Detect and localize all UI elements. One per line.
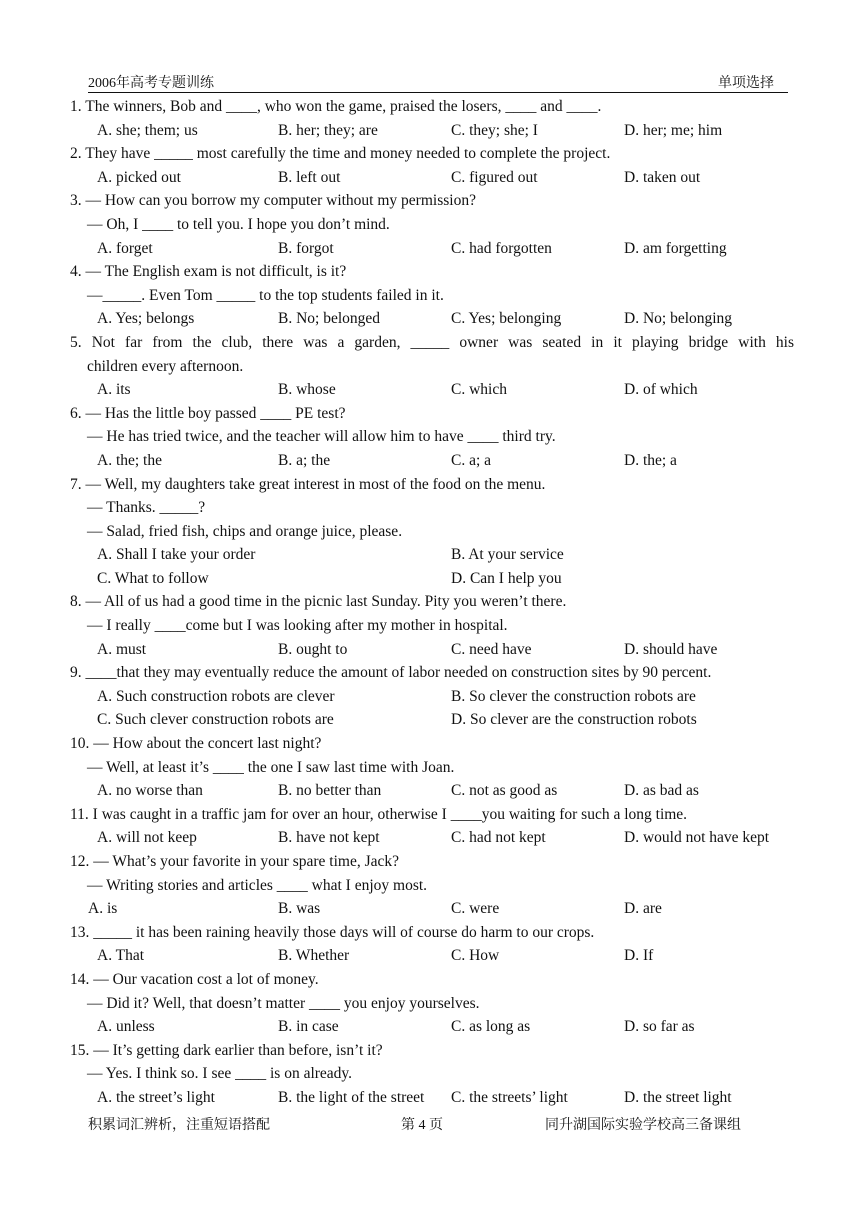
page-footer <box>88 1114 768 1136</box>
option-d: D. of which <box>624 381 698 399</box>
header-section: 单项选择 <box>718 76 774 91</box>
option-c: C. the streets’ light <box>451 1088 568 1106</box>
question-13-stem: 13. _____ it has been raining heavily those days will of course do harm to our crops. <box>70 923 595 941</box>
question-6-line-2: — He has tried twice, and the teacher will allow him to have ____ third try. <box>87 428 556 446</box>
option-d: D. should have <box>624 640 718 658</box>
option-b: B. in case <box>278 1018 339 1036</box>
option-b: B. no better than <box>278 782 382 800</box>
option-a: A. the; the <box>97 451 162 469</box>
option-d: D. her; me; him <box>624 121 723 139</box>
option-b: B. So clever the construction robots are <box>451 687 696 705</box>
option-b: B. ought to <box>278 640 348 658</box>
option-d: D. If <box>624 947 654 965</box>
question-9-options-row-2 <box>70 708 794 732</box>
question-6-options <box>70 449 794 473</box>
option-a: A. the street’s light <box>97 1088 215 1106</box>
option-d: D. So clever are the construction robots <box>451 711 697 729</box>
option-c: C. they; she; I <box>451 121 538 139</box>
option-d: D. so far as <box>624 1018 695 1036</box>
option-b: B. her; they; are <box>278 121 378 139</box>
question-2-stem: 2. They have _____ most carefully the time and money needed to complete the project. <box>70 145 611 163</box>
question-1-stem: 1. The winners, Bob and ____, who won the game, praised the losers, ____ and ____. <box>70 98 602 115</box>
question-5-line-2: children every afternoon. <box>87 357 244 375</box>
question-7-line-2: — Thanks. _____? <box>87 499 206 517</box>
option-b: B. the light of the street <box>278 1088 425 1106</box>
question-14-options <box>70 1015 794 1039</box>
page-number: 第 4 页 <box>401 1118 443 1133</box>
option-a: A. Yes; belongs <box>97 310 195 328</box>
option-b: B. At your service <box>451 546 564 564</box>
question-12-stem: 12. — What’s your favorite in your spare time, Jack? <box>70 853 399 870</box>
option-c: C. Yes; belonging <box>451 310 562 328</box>
option-a: A. picked out <box>97 168 181 186</box>
option-a: A. forget <box>97 239 153 257</box>
question-list <box>70 95 794 1110</box>
option-c: C. had not kept <box>451 829 546 847</box>
option-c: C. had forgotten <box>451 239 552 257</box>
question-13-options <box>70 944 794 968</box>
option-a: A. That <box>97 947 145 965</box>
question-5-stem: 5. Not far from the club, there was a garden, _____ owner was seated in it playing bridge with his <box>70 333 794 351</box>
option-d: D. the; a <box>624 451 677 469</box>
option-a: A. its <box>97 381 131 399</box>
option-b: B. whose <box>278 381 336 399</box>
question-15-stem: 15. — It’s getting dark earlier than before, isn’t it? <box>70 1041 383 1059</box>
option-d: D. Can I help you <box>451 569 562 587</box>
option-a: A. will not keep <box>97 829 197 847</box>
question-3-options <box>70 237 794 261</box>
option-a: A. is <box>88 900 118 918</box>
option-c: C. How <box>451 947 500 965</box>
option-d: D. would not have kept <box>624 829 770 847</box>
option-a: A. must <box>97 640 147 658</box>
option-d: D. am forgetting <box>624 239 727 257</box>
question-8-line-2: — I really ____come but I was looking after my mother in hospital. <box>87 617 508 635</box>
option-a: A. no worse than <box>97 782 203 800</box>
question-9-options-row-1 <box>70 685 794 709</box>
option-a: A. unless <box>97 1018 155 1036</box>
question-15-line-2: — Yes. I think so. I see ____ is on already. <box>87 1065 353 1083</box>
question-7-line-3: — Salad, fried fish, chips and orange juice, please. <box>87 522 403 540</box>
question-7-stem: 7. — Well, my daughters take great interest in most of the food on the menu. <box>70 475 546 493</box>
option-b: B. Whether <box>278 947 350 965</box>
option-a: A. Shall I take your order <box>97 546 256 564</box>
question-9-stem: 9. ____that they may eventually reduce the amount of labor needed on construction sites by 90 percent. <box>70 664 712 682</box>
option-d: D. taken out <box>624 168 701 186</box>
question-10-options <box>70 779 794 803</box>
question-4-options <box>70 307 794 331</box>
option-d: D. No; belonging <box>624 310 733 328</box>
option-b: B. left out <box>278 168 341 186</box>
option-b: B. forgot <box>278 239 334 257</box>
question-7-options-row-2 <box>70 567 794 591</box>
question-10-line-2: — Well, at least it’s ____ the one I saw last time with Joan. <box>87 758 455 776</box>
option-c: C. figured out <box>451 168 538 186</box>
option-c: C. a; a <box>451 451 492 469</box>
option-c: C. as long as <box>451 1018 531 1036</box>
question-12-line-2: — Writing stories and articles ____ what I enjoy most. <box>87 876 428 894</box>
page-header <box>88 70 788 93</box>
option-a: A. she; them; us <box>97 121 198 139</box>
question-7-options-row-1 <box>70 543 794 567</box>
question-2-options <box>70 166 794 190</box>
question-6-stem: 6. — Has the little boy passed ____ PE test? <box>70 404 346 422</box>
footer-group: 同升湖国际实验学校高三备课组 <box>545 1118 741 1133</box>
question-3-stem: 3. — How can you borrow my computer without my permission? <box>70 192 476 210</box>
question-8-stem: 8. — All of us had a good time in the picnic last Sunday. Pity you weren’t there. <box>70 593 567 611</box>
option-c: C. need have <box>451 640 532 658</box>
question-1-options <box>70 119 794 143</box>
question-3-line-2: — Oh, I ____ to tell you. I hope you don’t mind. <box>87 215 390 233</box>
option-b: B. No; belonged <box>278 310 381 328</box>
question-12-options <box>70 897 794 921</box>
option-c: C. Such clever construction robots are <box>97 711 334 729</box>
question-4-line-2: —_____. Even Tom _____ to the top students failed in it. <box>87 286 444 304</box>
question-11-stem: 11. I was caught in a traffic jam for over an hour, otherwise I ____you waiting for such a long time. <box>70 805 688 823</box>
option-d: D. the street light <box>624 1088 732 1106</box>
question-8-options <box>70 638 794 662</box>
option-b: B. have not kept <box>278 829 380 847</box>
option-b: B. a; the <box>278 451 331 469</box>
question-14-line-2: — Did it? Well, that doesn’t matter ____ you enjoy yourselves. <box>87 994 480 1012</box>
question-15-options <box>70 1086 794 1110</box>
header-title: 2006年高考专题训练 <box>88 76 214 91</box>
question-10-stem: 10. — How about the concert last night? <box>70 735 322 753</box>
question-5-options <box>70 378 794 402</box>
option-c: C. were <box>451 900 500 918</box>
question-14-stem: 14. — Our vacation cost a lot of money. <box>70 970 319 988</box>
option-a: A. Such construction robots are clever <box>97 687 335 705</box>
question-11-options <box>70 826 794 850</box>
question-4-stem: 4. — The English exam is not difficult, is it? <box>70 263 347 281</box>
option-d: D. as bad as <box>624 782 699 800</box>
footer-note: 积累词汇辨析，注重短语搭配 <box>88 1118 270 1133</box>
option-c: C. What to follow <box>97 569 209 587</box>
option-c: C. not as good as <box>451 782 558 800</box>
option-b: B. was <box>278 900 321 918</box>
option-d: D. are <box>624 900 662 918</box>
option-c: C. which <box>451 381 507 399</box>
